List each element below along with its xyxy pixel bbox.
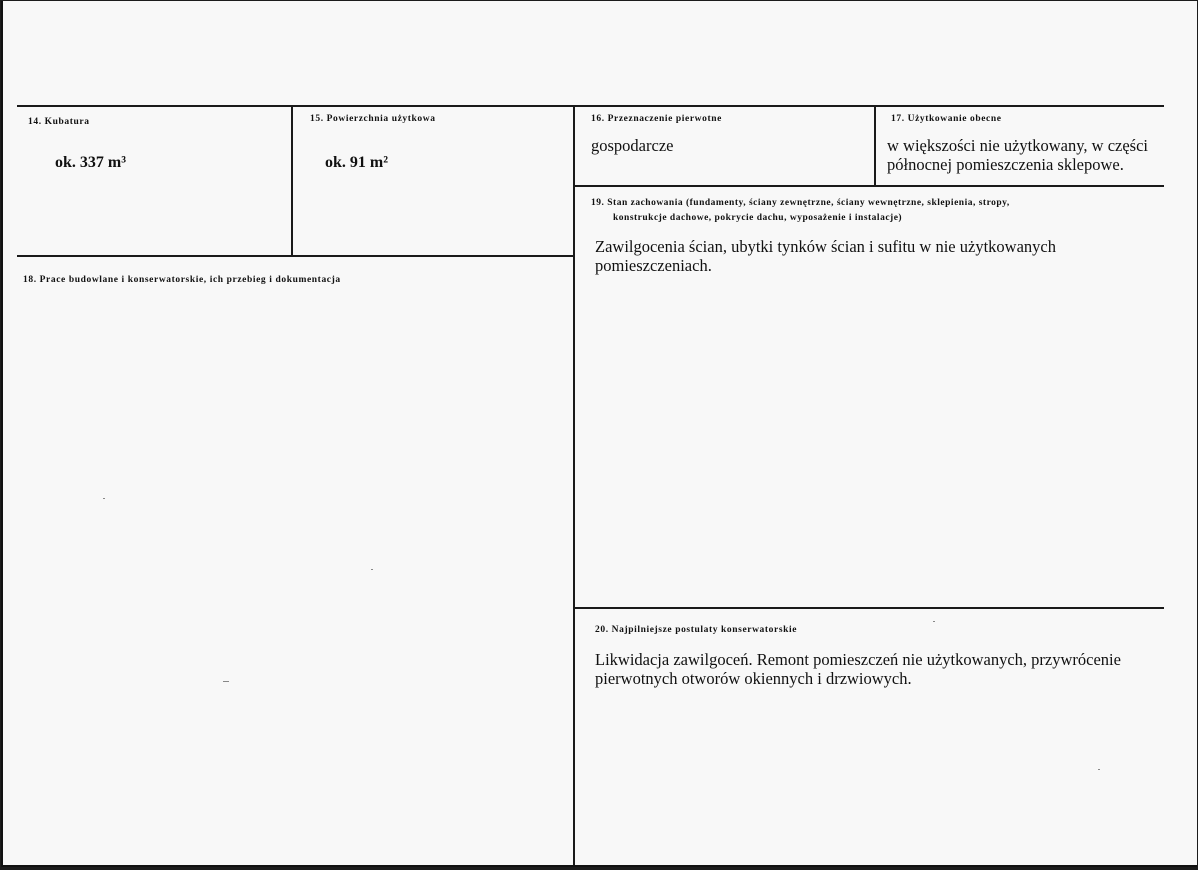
center-divider — [573, 105, 575, 865]
divider-14-15 — [291, 105, 293, 257]
rule-under-14-15 — [17, 255, 575, 257]
field-19-label-line1: 19. Stan zachowania (fundamenty, ściany zewnętrzne, ściany wewnętrzne, sklepienia, stropy, — [591, 198, 1010, 208]
field-16-value: gospodarcze — [591, 136, 674, 155]
field-15-label: 15. Powierzchnia użytkowa — [310, 114, 436, 124]
scan-speck — [371, 569, 373, 570]
scan-speck — [933, 621, 935, 622]
divider-16-17 — [874, 105, 876, 185]
scan-speck — [103, 498, 105, 499]
field-20-value: Likwidacja zawilgoceń. Remont pomieszczeń nie użytkowanych, przywrócenie pierwotnych otworów okiennych i drzwiowych. — [595, 650, 1121, 688]
field-17-label: 17. Użytkowanie obecne — [891, 114, 1002, 124]
scan-speck — [223, 681, 229, 682]
field-18-label: 18. Prace budowlane i konserwatorskie, ich przebieg i dokumentacja — [23, 275, 341, 285]
field-16-label: 16. Przeznaczenie pierwotne — [591, 114, 722, 124]
field-20-label: 20. Najpilniejsze postulaty konserwatorskie — [595, 625, 798, 635]
scan-speck — [1098, 769, 1100, 770]
field-14-value: ok. 337 m³ — [55, 154, 127, 171]
rule-under-16-17 — [573, 185, 1164, 187]
field-17-value: w większości nie użytkowany, w części północnej pomieszczenia sklepowe. — [887, 136, 1149, 174]
top-rule — [17, 105, 1164, 107]
field-19-value: Zawilgocenia ścian, ubytki tynków ścian i sufitu w nie użytkowanych pomieszczeniach. — [595, 237, 1056, 275]
field-15-value: ok. 91 m² — [325, 154, 389, 171]
field-14-label: 14. Kubatura — [28, 117, 90, 127]
form-sheet — [1, 1, 1197, 867]
field-19-label-line2: konstrukcje dachowe, pokrycie dachu, wyposażenie i instalacje) — [613, 213, 903, 223]
rule-above-20 — [573, 607, 1164, 609]
